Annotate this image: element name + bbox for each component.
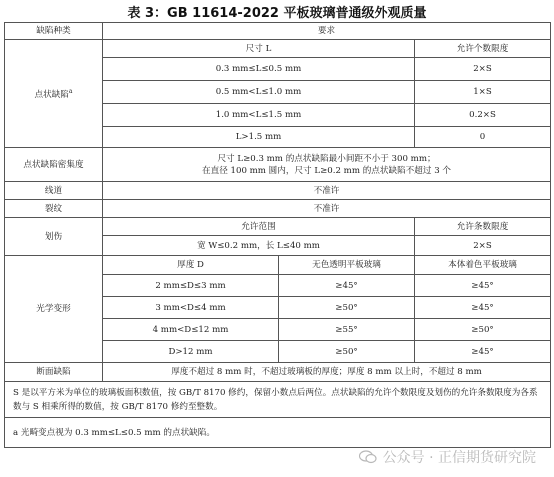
optical-clear-head: 无色透明平板玻璃 <box>279 256 415 275</box>
optical-tinted: ≥50° <box>415 319 551 341</box>
cracks-value: 不准许 <box>103 200 551 218</box>
lines-label: 线道 <box>5 182 103 200</box>
optical-thickness: 2 mm≤D≤3 mm <box>103 275 279 297</box>
edge-value: 厚度不超过 8 mm 时，不超过玻璃板的厚度；厚度 8 mm 以上时，不超过 8 mm <box>103 363 551 382</box>
watermark <box>359 447 536 467</box>
dot-size: L>1.5 mm <box>103 127 415 148</box>
optical-tinted-head: 本体着色平板玻璃 <box>415 256 551 275</box>
optical-tinted: ≥45° <box>415 275 551 297</box>
optical-clear: ≥45° <box>279 275 415 297</box>
optical-label: 光学变形 <box>5 256 103 363</box>
optical-thickness: 3 mm<D≤4 mm <box>103 297 279 319</box>
table-row <box>5 363 551 382</box>
dot-limit: 1×S <box>415 81 551 104</box>
density-label: 点状缺陷密集度 <box>5 148 103 182</box>
optical-clear: ≥50° <box>279 341 415 363</box>
dot-limit: 0 <box>415 127 551 148</box>
dot-limit-head: 允许个数限度 <box>415 40 551 58</box>
cracks-label: 裂纹 <box>5 200 103 218</box>
optical-clear: ≥50° <box>279 297 415 319</box>
dot-size: 0.5 mm<L≤1.0 mm <box>103 81 415 104</box>
optical-tinted: ≥45° <box>415 297 551 319</box>
scratch-label: 划伤 <box>5 218 103 256</box>
scratch-range: 宽 W≤0.2 mm，长 L≤40 mm <box>103 236 415 256</box>
footnote: a 光畸变点视为 0.3 mm≤L≤0.5 mm 的点状缺陷。 <box>5 418 551 448</box>
dot-size: 1.0 mm<L≤1.5 mm <box>103 104 415 127</box>
watermark-text: 公众号 · 正信期货研究院 <box>382 450 536 466</box>
dot-size: 0.3 mm≤L≤0.5 mm <box>103 58 415 81</box>
table-title: 表 3：GB 11614-2022 平板玻璃普通级外观质量 <box>127 6 427 21</box>
table-row <box>5 182 551 200</box>
lines-value: 不准许 <box>103 182 551 200</box>
area-note: S 是以平方米为单位的玻璃板面积数值，按 GB/T 8170 修约，保留小数点后两位。点状缺陷的允许个数限度及划伤的允许条数限度为各系数与 S 相乘所得的数值，按 GB/T 8170 修约至整数。 <box>5 382 551 418</box>
dot-defect-label: 点状缺陷$^a$ <box>5 40 103 148</box>
density-line-2: 在直径 100 mm 圆内，尺寸 L≥0.2 mm 的点状缺陷不超过 3 个 <box>202 165 451 176</box>
wechat-icon <box>359 450 377 464</box>
table-row <box>5 200 551 218</box>
scratch-limit-head: 允许条数限度 <box>415 218 551 236</box>
table-row <box>5 382 551 418</box>
table-row <box>5 256 551 275</box>
header-requirement: 要求 <box>103 23 551 40</box>
density-line-1: 尺寸 L≥0.3 mm 的点状缺陷最小间距不小于 300 mm； <box>217 153 436 164</box>
density-value <box>103 148 551 182</box>
optical-thickness: D>12 mm <box>103 341 279 363</box>
optical-thickness: 4 mm<D≤12 mm <box>103 319 279 341</box>
optical-tinted: ≥45° <box>415 341 551 363</box>
header-defect-type: 缺陷种类 <box>5 23 103 40</box>
dot-limit: 0.2×S <box>415 104 551 127</box>
table-row <box>5 148 551 182</box>
table-row <box>5 40 551 58</box>
table-row <box>5 218 551 236</box>
dot-limit: 2×S <box>415 58 551 81</box>
table-header-row <box>5 23 551 40</box>
table-row <box>5 418 551 448</box>
scratch-range-head: 允许范围 <box>103 218 415 236</box>
optical-thickness-head: 厚度 D <box>103 256 279 275</box>
scratch-limit: 2×S <box>415 236 551 256</box>
quality-table <box>4 22 551 448</box>
optical-clear: ≥55° <box>279 319 415 341</box>
dot-size-head: 尺寸 L <box>103 40 415 58</box>
edge-label: 断面缺陷 <box>5 363 103 382</box>
